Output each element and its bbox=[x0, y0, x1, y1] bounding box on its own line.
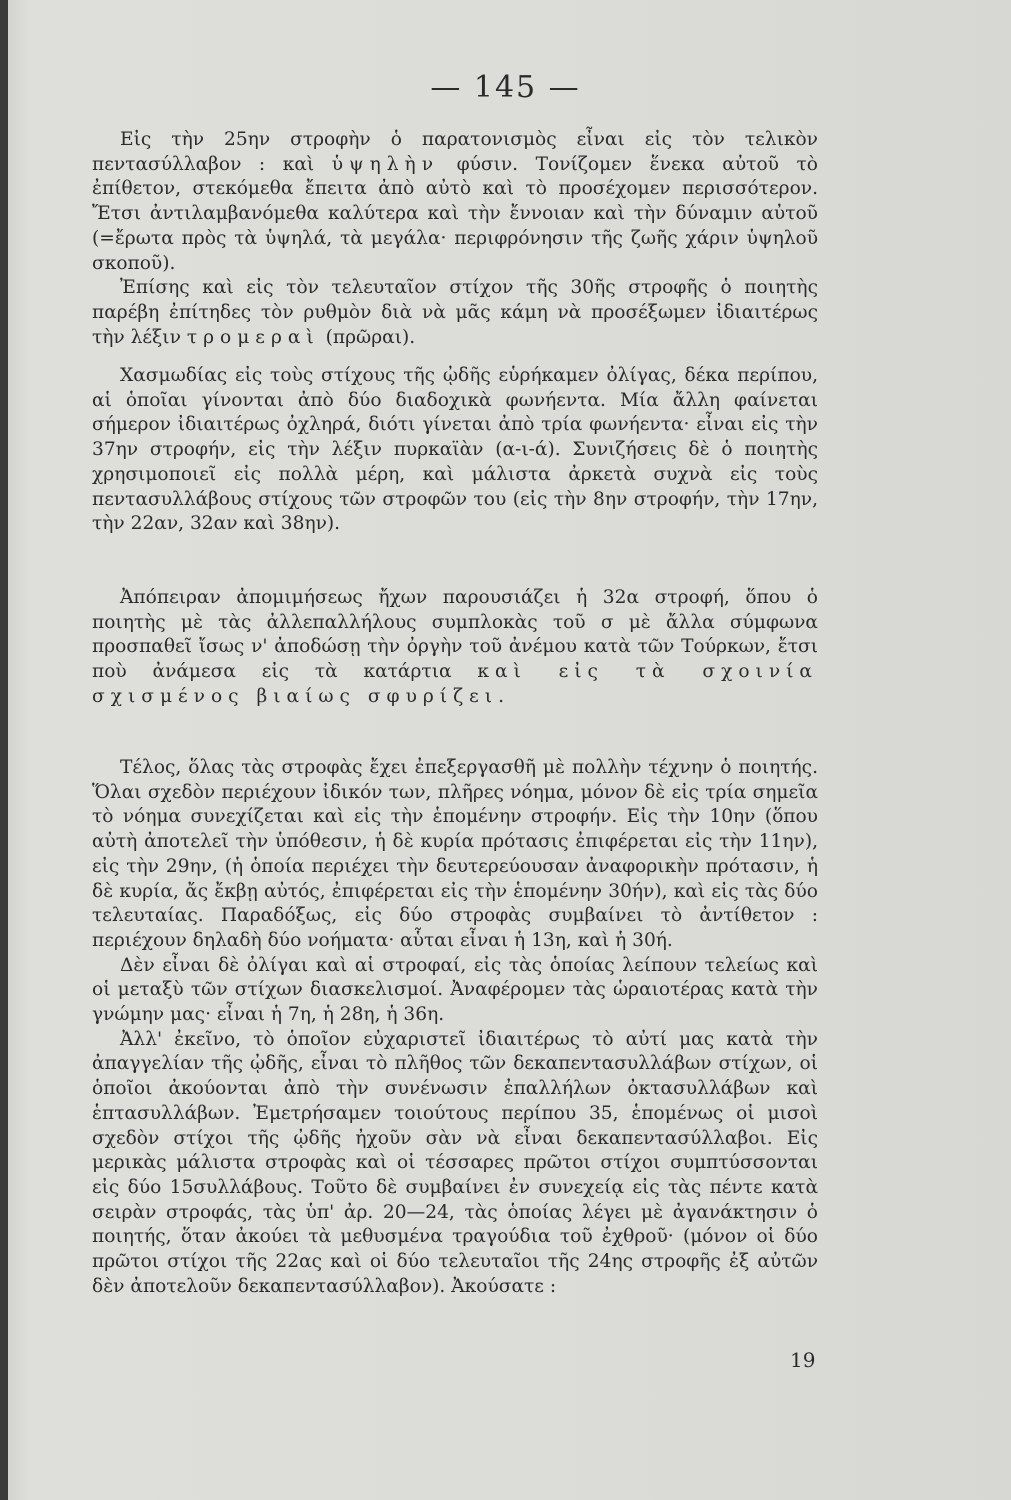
paragraph: Εἰς τὴν 25ην στροφὴν ὁ παρατονισμὸς εἶναι εἰς τὸν τελικὸν πεντασύλλαβον : καὶ ὑψηλὴν φύσιν. Τονίζομεν ἕνεκα αὐτοῦ τὸ ἐπίθετον, στεκόμεθα ἔπειτα ἀπὸ αὐτὸ καὶ τὸ προσέχομεν περισσότερον. Ἔτσι ἀντιλαμβανόμεθα καλύτερα καὶ τὴν ἔννοιαν καὶ τὴν δύναμιν αὐτοῦ (=ἔρωτα πρὸς τὰ ὑψηλά, τὰ μεγάλα· περιφρόνησιν τῆς ζωῆς χάριν ὑψηλοῦ σκοποῦ). bbox=[92, 129, 818, 274]
text-block-paratonismos bbox=[92, 128, 818, 350]
text-block-chasmodia bbox=[92, 364, 818, 537]
page-spine-edge bbox=[0, 0, 8, 1500]
emphasized-phrase: καὶ εἰς τὰ σχοινία σχισμένος βιαίως σφυρίζει bbox=[92, 661, 818, 707]
paragraph: Ἐπίσης καὶ εἰς τὸν τελευταῖον στίχον τῆς 30ῆς στροφῆς ὁ ποιητὴς παρέβη ἐπίτηδες τὸν ρυθμὸν διὰ νὰ μᾶς κάμη νὰ προσέξωμεν ἰδιαιτέρως τὴν λέξιν τρομεραὶ (πρῶραι). bbox=[92, 277, 818, 348]
paragraph: Χασμωδίας εἰς τοὺς στίχους τῆς ᾠδῆς εὑρήκαμεν ὀλίγας, δέκα περίπου, αἱ ὁποῖαι γίνονται ἀπὸ δύο διαδοχικὰ φωνήεντα. Μία ἄλλη φαίνεται σήμερον ἰδιαιτέρως ὀχληρά, διότι γίνεται ἀπὸ τρία φωνήεντα· εἶναι εἰς τὴν 37ην στροφήν, εἰς τὴν λέξιν πυρκαϊὰν (α-ι-ά). Συνιζήσεις δὲ ὁ ποιητὴς χρησιμοποιεῖ εἰς πολλὰ μέρη, καὶ μάλιστα ἀρκετὰ συχνὰ εἰς τοὺς πεντασυλλάβους στίχους τῶν στροφῶν του (εἰς τὴν 8ην στροφήν, τὴν 17ην, τὴν 22αν, 32αν καὶ 38ην). bbox=[92, 365, 818, 535]
emphasized-word: ὑψηλὴν bbox=[331, 153, 440, 175]
printer-signature-mark: 19 bbox=[790, 1348, 816, 1372]
text-block-apomimisi bbox=[92, 586, 818, 710]
paragraph: Ἀπόπειραν ἀπομιμήσεως ἤχων παρουσιάζει ἡ 32α στροφή, ὅπου ὁ ποιητὴς μὲ τὰς ἀλλεπαλλήλους συμπλοκὰς τοῦ σ μὲ ἄλλα σύμφωνα προσπαθεῖ ἴσως ν' ἀποδώσῃ τὴν ὀργὴν τοῦ ἀνέμου κατὰ τῶν Τούρκων, ἔτσι ποὺ ἀνάμεσα εἰς τὰ κατάρτια καὶ εἰς τὰ σχοινία σχισμένος βιαίως σφυρίζει. bbox=[92, 587, 818, 707]
page-number: — 145 — bbox=[430, 70, 581, 105]
paragraph: Τέλος, ὅλας τὰς στροφὰς ἔχει ἐπεξεργασθῆ μὲ πολλὴν τέχνην ὁ ποιητής. Ὅλαι σχεδὸν περιέχουν ἰδικόν των, πλῆρες νόημα, μόνον δὲ εἰς τρία σημεῖα τὸ νόημα συνεχίζεται καὶ εἰς τὴν ἑπομένην στροφήν. Εἰς τὴν 10ην (ὅπου αὐτὴ ἀποτελεῖ τὴν ὑπόθεσιν, ἡ δὲ κυρία πρότασις ἐπιφέρεται εἰς τὴν 11ην), εἰς τὴν 29ην, (ἡ ὁποία περιέχει τὴν δευτερεύουσαν ἀναφορικὴν πρότασιν, ἡ δὲ κυρία, ἄς ἔκβῃ αὐτός, ἐπιφέρεται εἰς τὴν ἑπομένην 30ήν), καὶ εἰς τὰς δύο τελευταίας. Παραδόξως, εἰς δύο στροφὰς συμβαίνει τὸ ἀντίθετον : περιέχουν δηλαδὴ δύο νοήματα· αὗται εἶναι ἡ 13η, καὶ ἡ 30ή. bbox=[92, 757, 818, 951]
text-block-strofes bbox=[92, 756, 818, 1299]
paragraph: Ἀλλ' ἐκεῖνο, τὸ ὁποῖον εὐχαριστεῖ ἰδιαιτέρως τὸ αὐτί μας κατὰ τὴν ἀπαγγελίαν τῆς ᾠδῆς, εἶναι τὸ πλῆθος τῶν δεκαπεντασυλλάβων στίχων, οἱ ὁποῖοι ἀκούονται ἀπὸ τὴν συνένωσιν ἐπαλλήλων ὀκτασυλλάβων καὶ ἑπτασυλλάβων. Ἐμετρήσαμεν τοιούτους περίπου 35, ἑπομένως οἱ μισοὶ σχεδὸν στίχοι τῆς ᾠδῆς ἠχοῦν σὰν νὰ εἶναι δεκαπεντασύλλαβοι. Εἰς μερικὰς μάλιστα στροφὰς καὶ οἱ τέσσαρες πρῶτοι στίχοι συμπτύσσονται εἰς δύο 15συλλάβους. Τοῦτο δὲ συμβαίνει ἐν συνεχείᾳ εἰς τὰς πέντε κατὰ σειρὰν στροφάς, τὰς ὑπ' ἀρ. 20—24, τὰς ὁποίας λέγει μὲ ἀγανάκτησιν ὁ ποιητής, ὅταν ἀκούει τὰ μεθυσμένα τραγούδια τοῦ ἐχθροῦ· (μόνον οἱ δύο πρῶτοι στίχοι τῆς 22ας καὶ οἱ δύο τελευταῖοι τῆς 24ης στροφῆς ἐξ αὐτῶν δὲν ἀποτελοῦν δεκαπεντασύλλαβον). Ἀκούσατε : bbox=[92, 1028, 818, 1297]
emphasized-word: τρομεραὶ bbox=[186, 326, 320, 348]
paragraph: Δὲν εἶναι δὲ ὀλίγαι καὶ αἱ στροφαί, εἰς τὰς ὁποίας λείπουν τελείως καὶ οἱ μεταξὺ τῶν στίχων διασκελισμοί. Ἀναφέρομεν τὰς ὡραιοτέρας κατὰ τὴν γνώμην μας· εἶναι ἡ 7η, ἡ 28η, ἡ 36η. bbox=[92, 954, 818, 1026]
